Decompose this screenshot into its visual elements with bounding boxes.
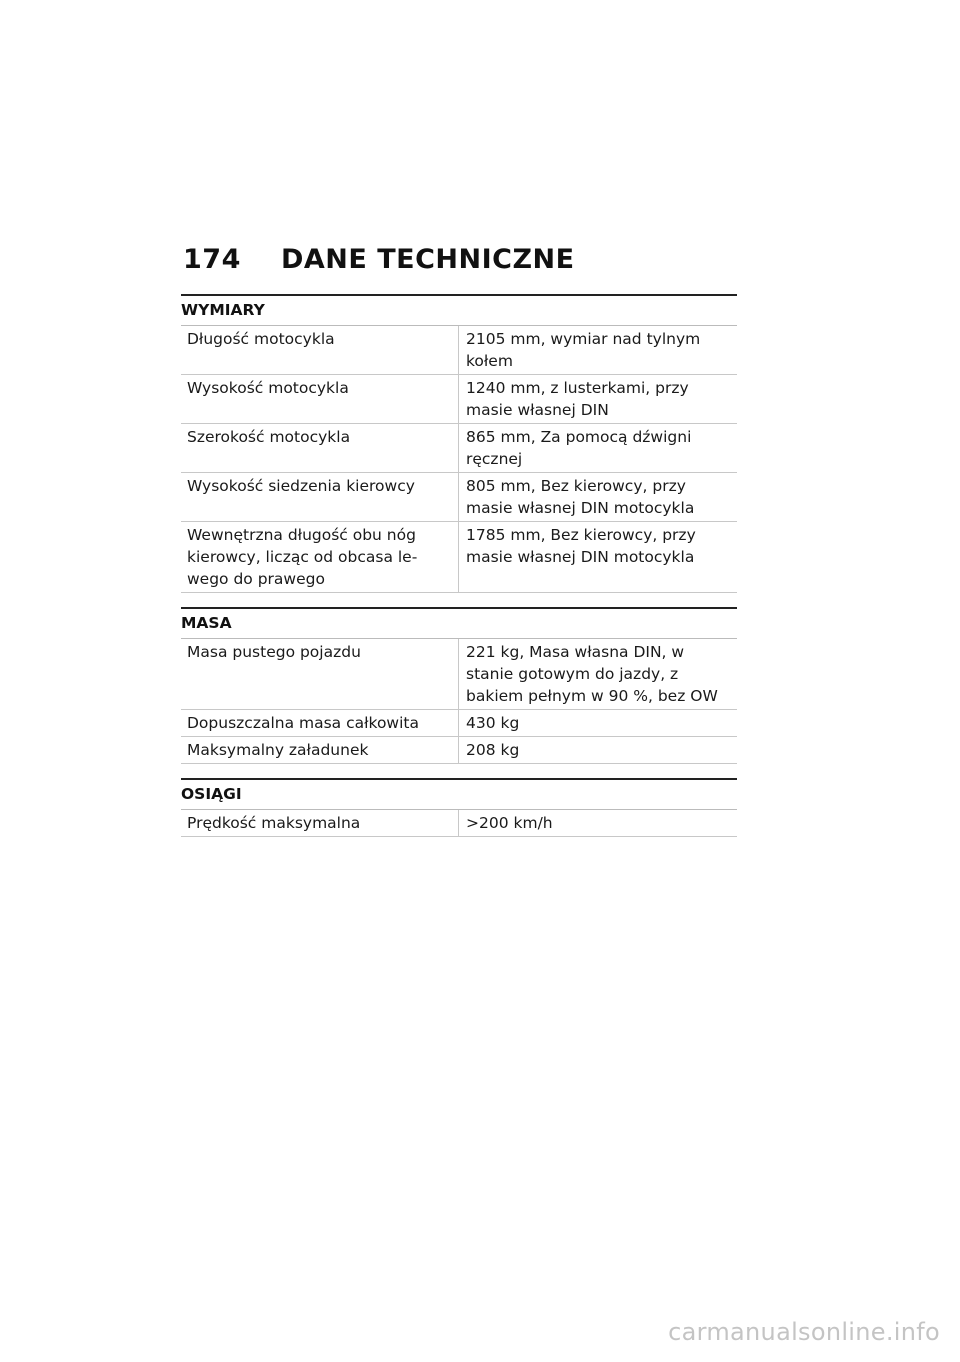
spec-content [181,294,737,851]
spec-table [181,639,737,764]
spec-label: Długość motocykla [181,326,459,375]
table-row [181,424,737,473]
spec-label: Wewnętrzna długość obu nóg kierowcy, licząc od obcasa le-wego do prawego [181,522,459,593]
spec-value: >200 km/h [459,810,738,837]
spec-label: Wysokość siedzenia kierowcy [181,473,459,522]
section-mass [181,607,737,764]
spec-label: Masa pustego pojazdu [181,639,459,710]
table-row [181,639,737,710]
spec-label: Prędkość maksymalna [181,810,459,837]
section-dimensions [181,294,737,593]
spec-table [181,810,737,837]
table-row [181,522,737,593]
table-row [181,810,737,837]
page-number: 174 [183,244,241,275]
chapter-title: DANE TECHNICZNE [281,244,575,275]
section-title: WYMIARY [181,294,737,326]
spec-value: 865 mm, Za pomocą dźwigni ręcznej [459,424,738,473]
spec-label: Szerokość motocykla [181,424,459,473]
table-row [181,473,737,522]
spec-value: 1785 mm, Bez kierowcy, przy masie własnej DIN motocykla [459,522,738,593]
watermark: carmanualsonline.info [668,1318,940,1346]
spec-label: Maksymalny załadunek [181,737,459,764]
spec-value: 208 kg [459,737,738,764]
spec-value: 2105 mm, wymiar nad tylnym kołem [459,326,738,375]
page-header [183,244,743,284]
section-title: MASA [181,607,737,639]
spec-value: 805 mm, Bez kierowcy, przy masie własnej DIN motocykla [459,473,738,522]
spec-table [181,326,737,593]
spec-value: 221 kg, Masa własna DIN, w stanie gotowym do jazdy, z bakiem pełnym w 90 %, bez OW [459,639,738,710]
spec-label: Wysokość motocykla [181,375,459,424]
spec-value: 1240 mm, z lusterkami, przy masie własnej DIN [459,375,738,424]
table-row [181,710,737,737]
spec-value: 430 kg [459,710,738,737]
table-row [181,737,737,764]
spec-label: Dopuszczalna masa całkowita [181,710,459,737]
section-performance [181,778,737,837]
table-row [181,375,737,424]
table-row [181,326,737,375]
section-title: OSIĄGI [181,778,737,810]
